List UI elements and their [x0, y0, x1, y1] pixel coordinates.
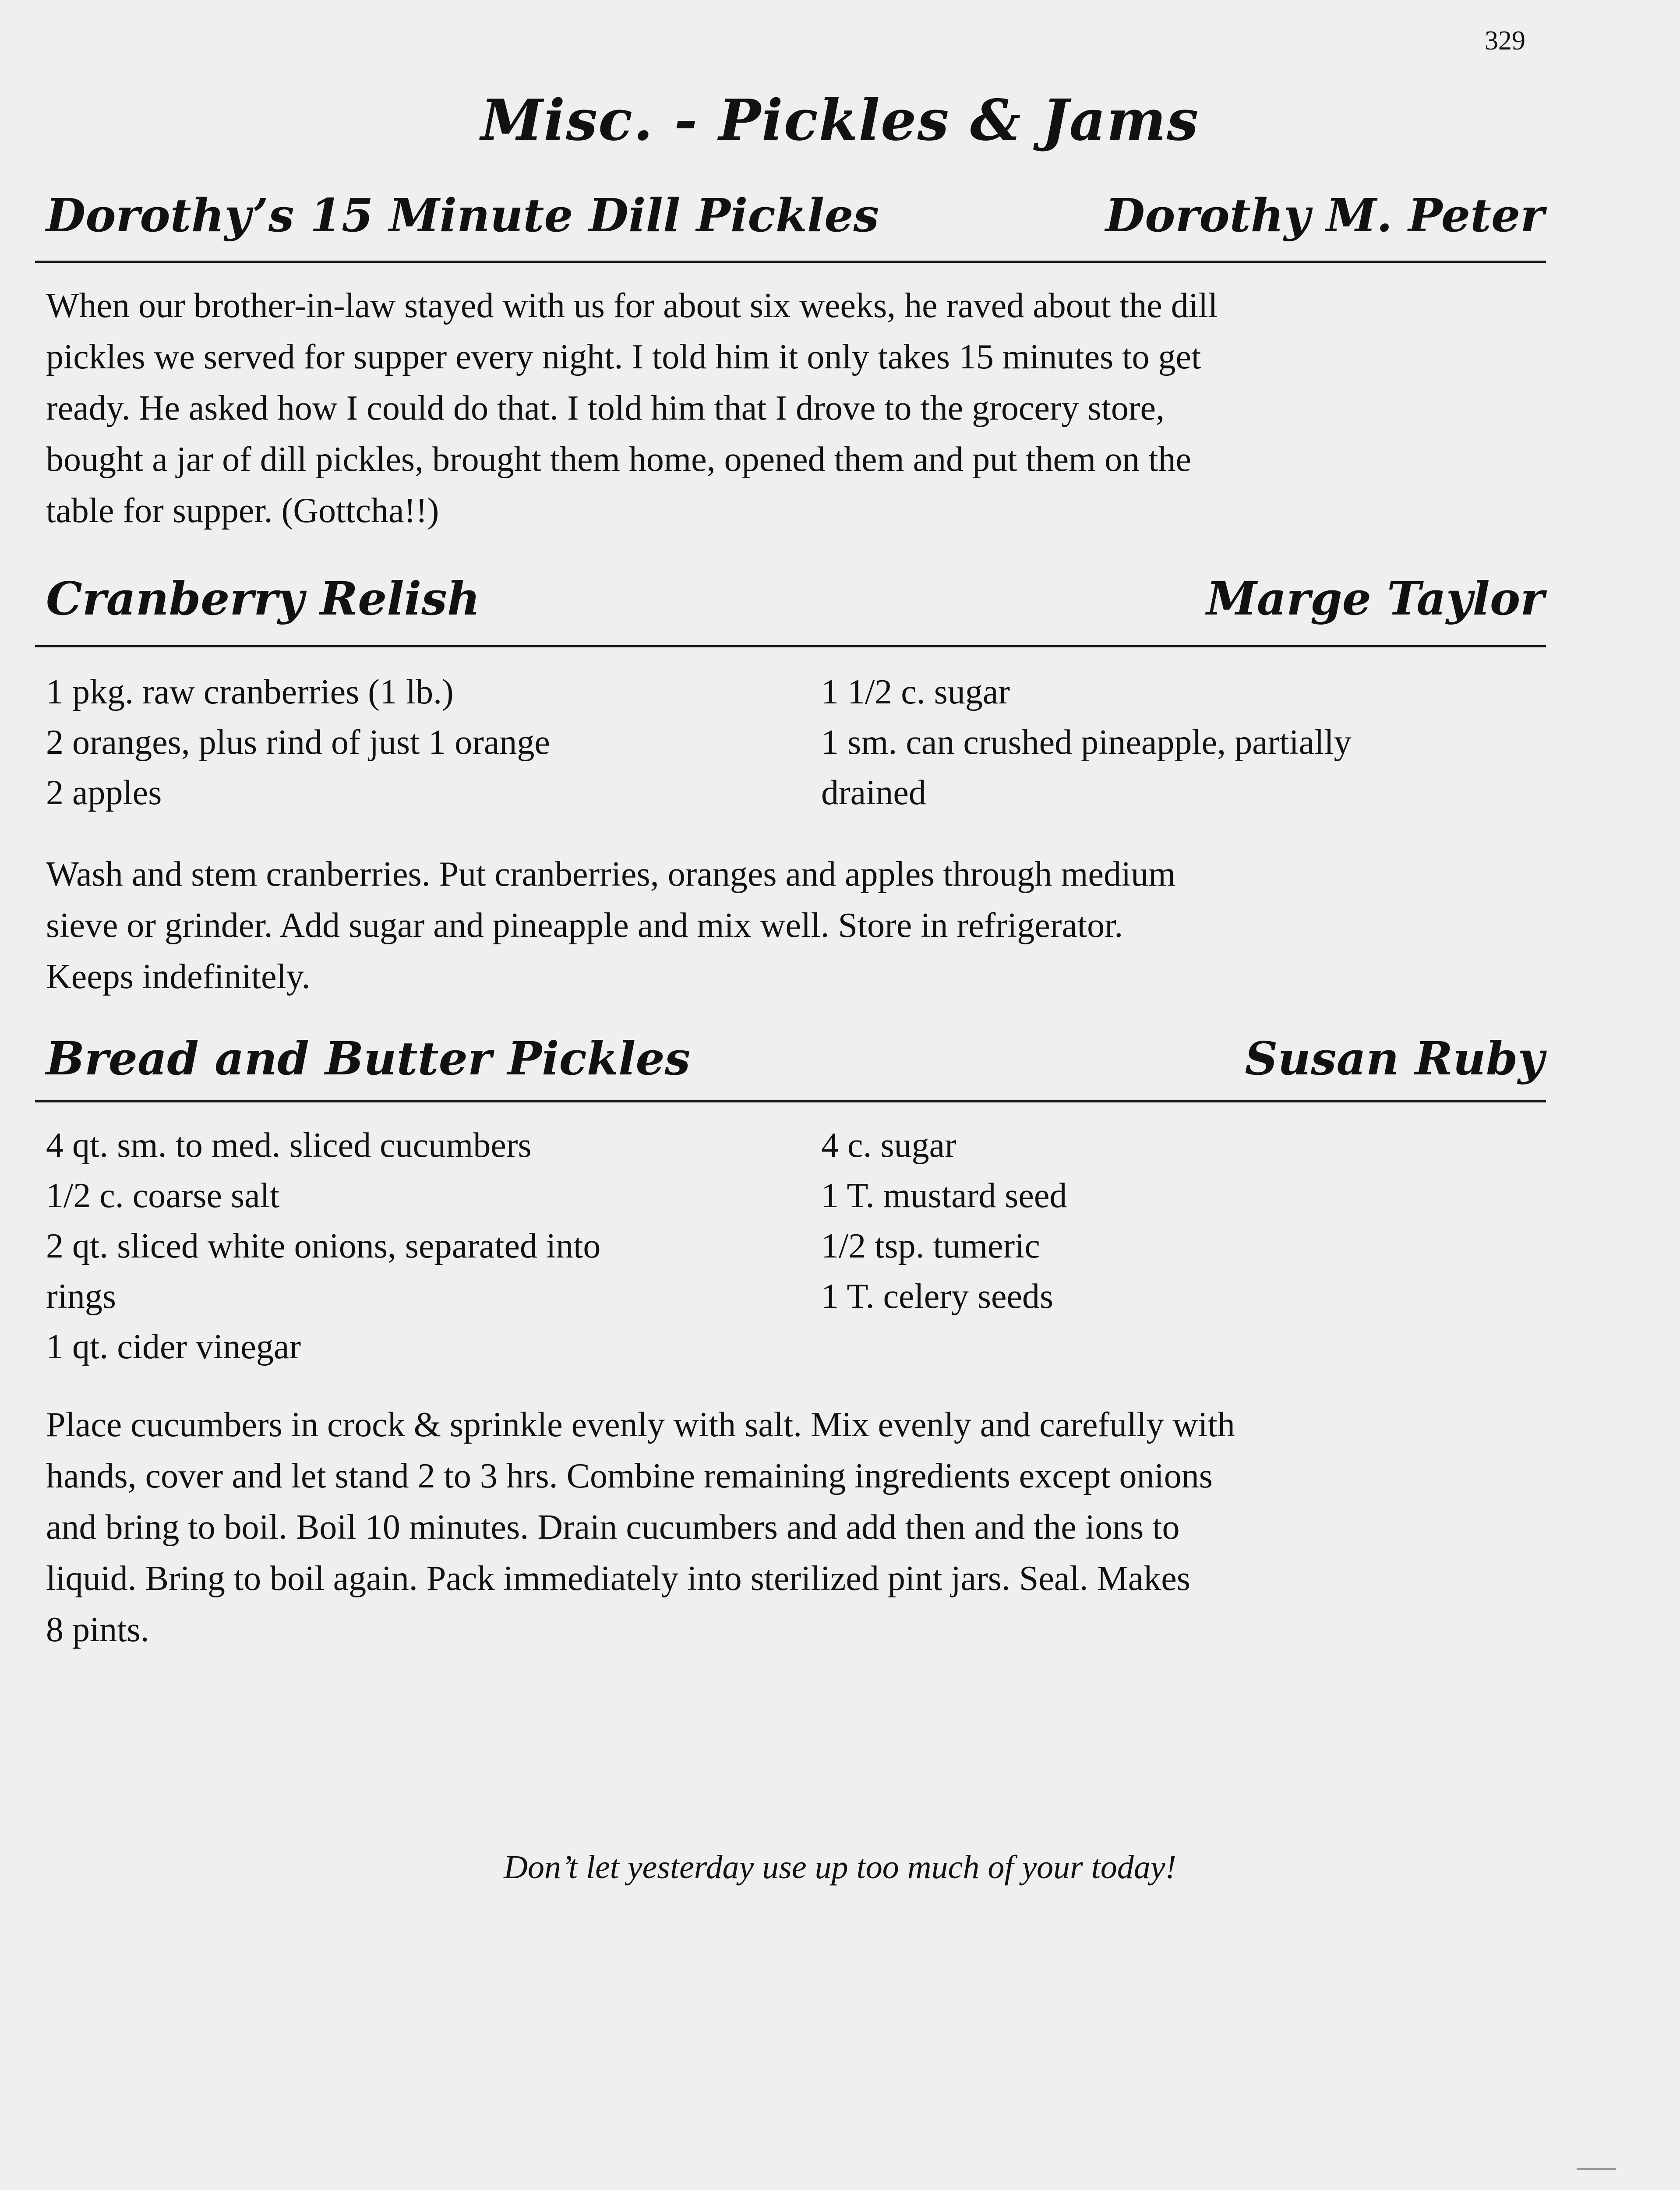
recipe-3-author: Susan Ruby [1245, 1031, 1544, 1085]
ingredient: 1 pkg. raw cranberries (1 lb.) [46, 673, 454, 711]
body-line: When our brother-in-law stayed with us for about six weeks, he raved about the dill [46, 286, 1218, 325]
recipe-3-rule [35, 1100, 1546, 1102]
recipe-1-author: Dorothy M. Peter [1105, 188, 1544, 242]
body-line: bought a jar of dill pickles, brought them home, opened them and put them on the [46, 440, 1191, 479]
ingredient: drained [821, 774, 926, 812]
recipe-3-title: Bread and Butter Pickles [46, 1031, 691, 1085]
ingredient: 1/2 tsp. tumeric [821, 1227, 1040, 1265]
page-title: Misc. - Pickles & Jams [480, 88, 1200, 153]
recipe-2-body [46, 849, 1544, 1003]
body-line: Wash and stem cranberries. Put cranberries, oranges and apples through medium [46, 855, 1176, 894]
recipe-2-author: Marge Taylor [1206, 572, 1544, 625]
ingredient: 1 qt. cider vinegar [46, 1328, 301, 1366]
recipe-2-title: Cranberry Relish [46, 572, 480, 625]
ingredient: 1 T. celery seeds [821, 1277, 1054, 1316]
ingredient: 2 qt. sliced white onions, separated into [46, 1227, 601, 1265]
ingredient: 1/2 c. coarse salt [46, 1176, 280, 1215]
body-line: Keeps indefinitely. [46, 957, 311, 996]
body-line: sieve or grinder. Add sugar and pineapple and mix well. Store in refrigerator. [46, 906, 1123, 945]
page-number: 329 [1485, 26, 1525, 56]
recipe-1-body [46, 280, 1544, 537]
ingredient: 1 1/2 c. sugar [821, 673, 1010, 711]
body-line: hands, cover and let stand 2 to 3 hrs. Combine remaining ingredients except onions [46, 1457, 1213, 1495]
ingredient: 4 qt. sm. to med. sliced cucumbers [46, 1126, 532, 1165]
ingredient: 1 sm. can crushed pineapple, partially [821, 723, 1352, 762]
body-line: and bring to boil. Boil 10 minutes. Drain cucumbers and add then and the ions to [46, 1508, 1180, 1547]
body-line: pickles we served for supper every night. I told him it only takes 15 minutes to get [46, 338, 1201, 376]
recipe-1-title: Dorothy’s 15 Minute Dill Pickles [46, 188, 879, 242]
footer-quote: Don’t let yesterday use up too much of your today! [504, 1849, 1176, 1886]
body-line: liquid. Bring to boil again. Pack immediately into sterilized pint jars. Seal. Makes [46, 1559, 1190, 1598]
recipe-1-rule [35, 261, 1546, 263]
ingredient: 1 T. mustard seed [821, 1176, 1067, 1215]
recipe-2-rule [35, 645, 1546, 647]
body-line: ready. He asked how I could do that. I told him that I drove to the grocery store, [46, 389, 1165, 427]
body-line: 8 pints. [46, 1611, 149, 1649]
body-line: Place cucumbers in crock & sprinkle evenly with salt. Mix evenly and carefully with [46, 1406, 1235, 1444]
body-line: table for supper. (Gottcha!!) [46, 491, 439, 530]
ingredient: 2 apples [46, 774, 162, 812]
recipe-3-body [46, 1399, 1544, 1656]
ingredient: rings [46, 1277, 116, 1316]
ingredient: 2 oranges, plus rind of just 1 orange [46, 723, 550, 762]
page-edge-decoration [1577, 2146, 1616, 2170]
ingredient: 4 c. sugar [821, 1126, 956, 1165]
